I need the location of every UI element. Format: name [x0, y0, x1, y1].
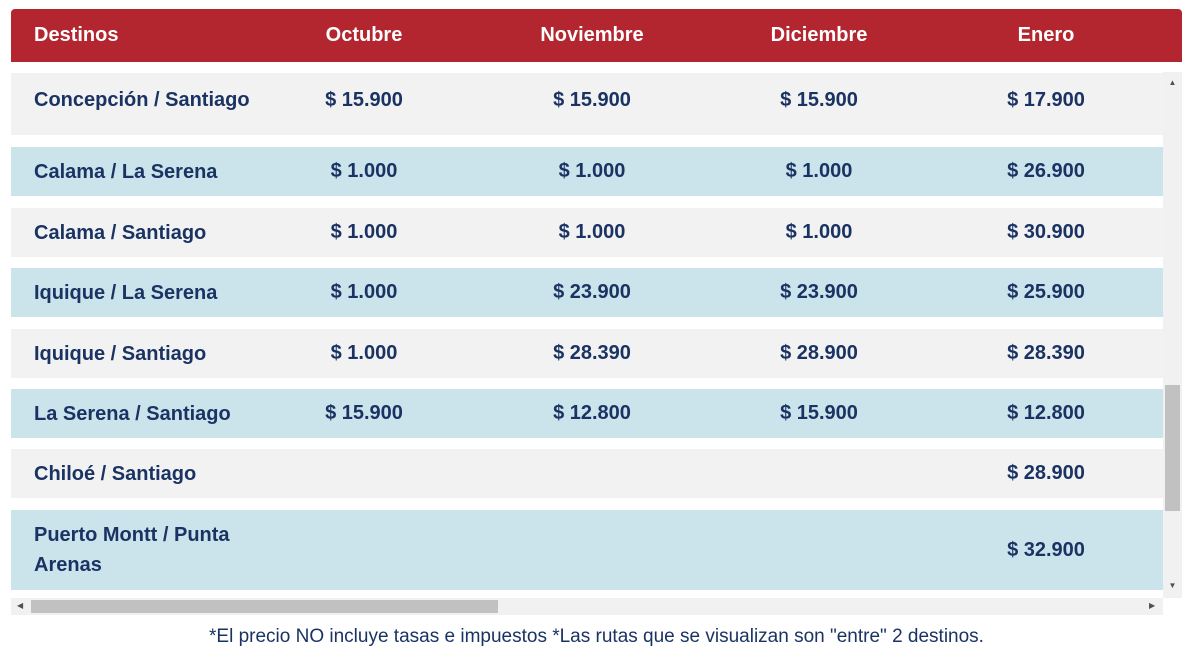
header-diciembre: Diciembre: [770, 24, 868, 46]
route-name: Calama / Santiago: [34, 221, 207, 244]
price-diciembre: $ 1.000: [785, 221, 853, 243]
table-row: [11, 73, 1163, 135]
price-noviembre: $ 1.000: [558, 221, 626, 243]
price-noviembre: $ 15.900: [553, 88, 631, 111]
price-noviembre: $ 12.800: [553, 402, 631, 424]
price-enero: $ 32.900: [1007, 538, 1085, 561]
horizontal-scroll-thumb[interactable]: [31, 600, 498, 613]
price-octubre: $ 15.900: [325, 402, 403, 424]
vertical-scrollbar[interactable]: [1163, 72, 1182, 598]
price-octubre: $ 1.000: [330, 221, 398, 243]
price-noviembre: [492, 449, 692, 498]
horizontal-scrollbar[interactable]: [11, 598, 1163, 615]
price-octubre: [264, 449, 464, 498]
route-name: Chiloé / Santiago: [34, 462, 197, 485]
table-header: [11, 9, 1182, 62]
price-table: [11, 9, 1182, 616]
route-name: Puerto Montt / Punta Arenas: [34, 524, 230, 576]
table-row: [11, 329, 1163, 378]
route-name: La Serena / Santiago: [34, 402, 231, 425]
header-destinos: Destinos: [34, 24, 119, 46]
price-enero: $ 12.800: [1007, 402, 1085, 424]
price-diciembre: [719, 449, 919, 498]
price-enero: $ 30.900: [1007, 221, 1085, 243]
route-name: Iquique / Santiago: [34, 342, 207, 365]
table-body[interactable]: [11, 73, 1163, 598]
header-noviembre: Noviembre: [540, 24, 644, 46]
price-diciembre: $ 23.900: [780, 281, 858, 303]
vertical-scroll-thumb[interactable]: [1165, 385, 1180, 511]
header-enero: Enero: [1017, 24, 1075, 46]
table-row: [11, 449, 1163, 498]
table-row: [11, 147, 1163, 196]
table-row: [11, 268, 1163, 317]
price-octubre: $ 1.000: [330, 342, 398, 364]
price-diciembre: $ 15.900: [780, 88, 858, 111]
price-noviembre: $ 28.390: [553, 342, 631, 364]
price-noviembre: $ 1.000: [558, 160, 626, 182]
scroll-down-arrow-icon[interactable]: ▼: [1168, 581, 1177, 590]
route-name: Iquique / La Serena: [34, 281, 218, 304]
price-octubre: $ 15.900: [325, 88, 403, 111]
price-octubre: $ 1.000: [330, 281, 398, 303]
route-name: Calama / La Serena: [34, 160, 218, 183]
price-noviembre: $ 23.900: [553, 281, 631, 303]
price-noviembre: [492, 510, 692, 590]
price-enero: $ 26.900: [1007, 160, 1085, 182]
header-octubre: Octubre: [325, 24, 403, 46]
scroll-left-arrow-icon[interactable]: ◀: [17, 601, 24, 610]
price-octubre: $ 1.000: [330, 160, 398, 182]
scroll-up-arrow-icon[interactable]: ▲: [1168, 78, 1177, 87]
price-disclaimer: *El precio NO incluye tasas e impuestos *Las rutas que se visualizan son "entre" 2 destinos.: [209, 626, 984, 647]
price-diciembre: $ 28.900: [780, 342, 858, 364]
price-enero: $ 28.900: [1007, 462, 1085, 484]
price-enero: $ 17.900: [1007, 88, 1085, 111]
route-name: Concepción / Santiago: [34, 89, 250, 111]
price-octubre: [264, 510, 464, 590]
price-diciembre: [719, 510, 919, 590]
scroll-right-arrow-icon[interactable]: ▶: [1149, 601, 1156, 610]
price-enero: $ 28.390: [1007, 342, 1085, 364]
table-row: [11, 208, 1163, 257]
price-diciembre: $ 15.900: [780, 402, 858, 424]
table-row: [11, 389, 1163, 438]
price-enero: $ 25.900: [1007, 281, 1085, 303]
table-row: [11, 510, 1163, 590]
price-diciembre: $ 1.000: [785, 160, 853, 182]
